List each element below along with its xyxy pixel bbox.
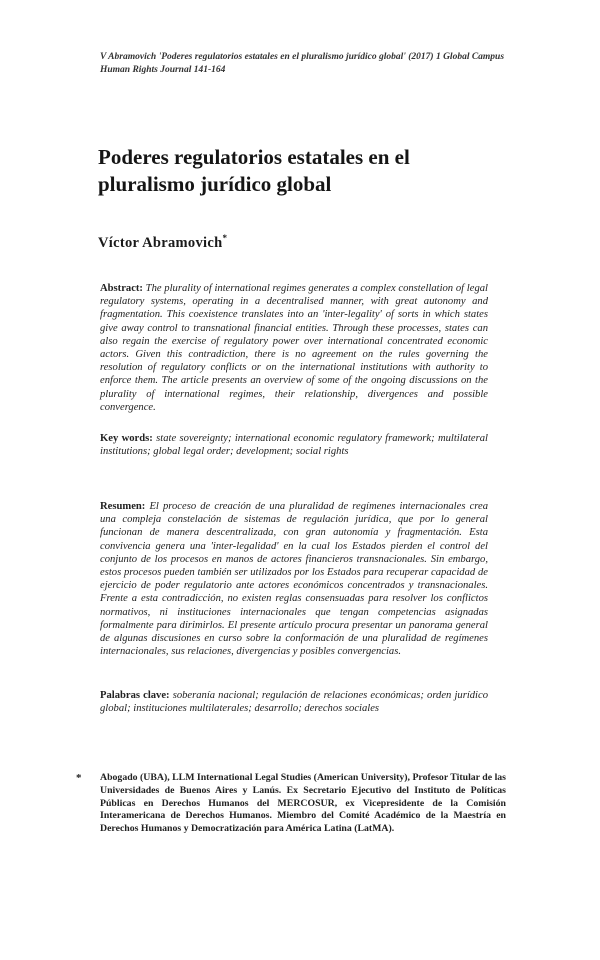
author-footnote-mark: *: [222, 233, 228, 243]
running-header: V Abramovich 'Poderes regulatorios estatales en el pluralismo jurídico global' (2017) 1 Global Campus Human Rights Journal 141-164: [100, 52, 505, 75]
abstract-label: Abstract:: [100, 283, 143, 294]
abstract-text: The plurality of international regimes generates a complex constellation of legal regulatory systems, operating in a decentralised manner, with great autonomy and fragmentation. This coexistence translates into an 'inter-legality' of sorts in which states give away control to transnational financial entities. Through these processes, states can also regain the exercise of regulatory power over international concentrated economic actors. Given this contradiction, there is no agreement on the rules governing the resolution of regulatory conflicts or on the international institutions with authority to enforce them. The article presents an overview of some of the ongoing discussions on the plurality of international regimes, their relationship, divergences and possible convergence.: [100, 283, 488, 413]
palabras-clave-label: Palabras clave:: [100, 690, 170, 701]
resumen-label: Resumen:: [100, 501, 146, 512]
author-footnote: [76, 772, 506, 836]
keywords-text: state sovereignty; international economic regulatory framework; multilateral institutions; global legal order; development; social rights: [100, 433, 488, 458]
palabras-clave: [100, 689, 488, 715]
footnote-mark: *: [76, 772, 82, 784]
resumen-text: El proceso de creación de una pluralidad de regímenes internacionales crea una compleja constelación de sistemas de regulación jurídica, que por lo general funcionan de manera descentralizada, con gran autonomía y fragmentación. Esta convivencia genera una 'inter-legalidad' en la cual los Estados pierden el control del conjunto de los procesos en manos de actores financieros transnacionales. Sin embargo, estos procesos pueden también ser utilizados por los Estados para recuperar capacidad de ejercicio de poder regulatorio ante actores económicos concentrados y transnacionales. Frente a esta contradicción, no existen reglas consensuadas para resolver los conflictos normativos, ni instituciones internacionales que tengan competencias asignadas formalmente para dirimirlos. El presente artículo procura presentar un panorama general de algunas discusiones en curso sobre la conformación de una pluralidad de regímenes internacionales, sus relaciones, divergencias y posibles convergencias.: [100, 501, 488, 658]
resumen: [100, 500, 488, 658]
palabras-clave-text: soberanía nacional; regulación de relaciones económicas; orden jurídico global; instituciones multilaterales; desarrollo; derechos sociales: [100, 690, 488, 715]
keywords-label: Key words:: [100, 433, 153, 444]
author-line: [98, 233, 398, 252]
keywords: [100, 432, 488, 458]
author-name: Víctor Abramovich: [98, 234, 223, 251]
article-title: Poderes regulatorios estatales en el pluralismo jurídico global: [98, 145, 410, 196]
footnote-text: Abogado (UBA), LLM International Legal Studies (American University), Profesor Titular de las Universidades de Buenos Aires y Lanús. Ex Secretario Ejecutivo del Instituto de Políticas Públicas en Derechos Humanos del MERCOSUR, ex Vicepresidente de la Comisión Interamericana de Derechos Humanos. Miembro del Comité Académico de la Maestría en Derechos Humanos y Democratización para América Latina (LatMA).: [100, 772, 506, 835]
abstract: [100, 282, 488, 414]
